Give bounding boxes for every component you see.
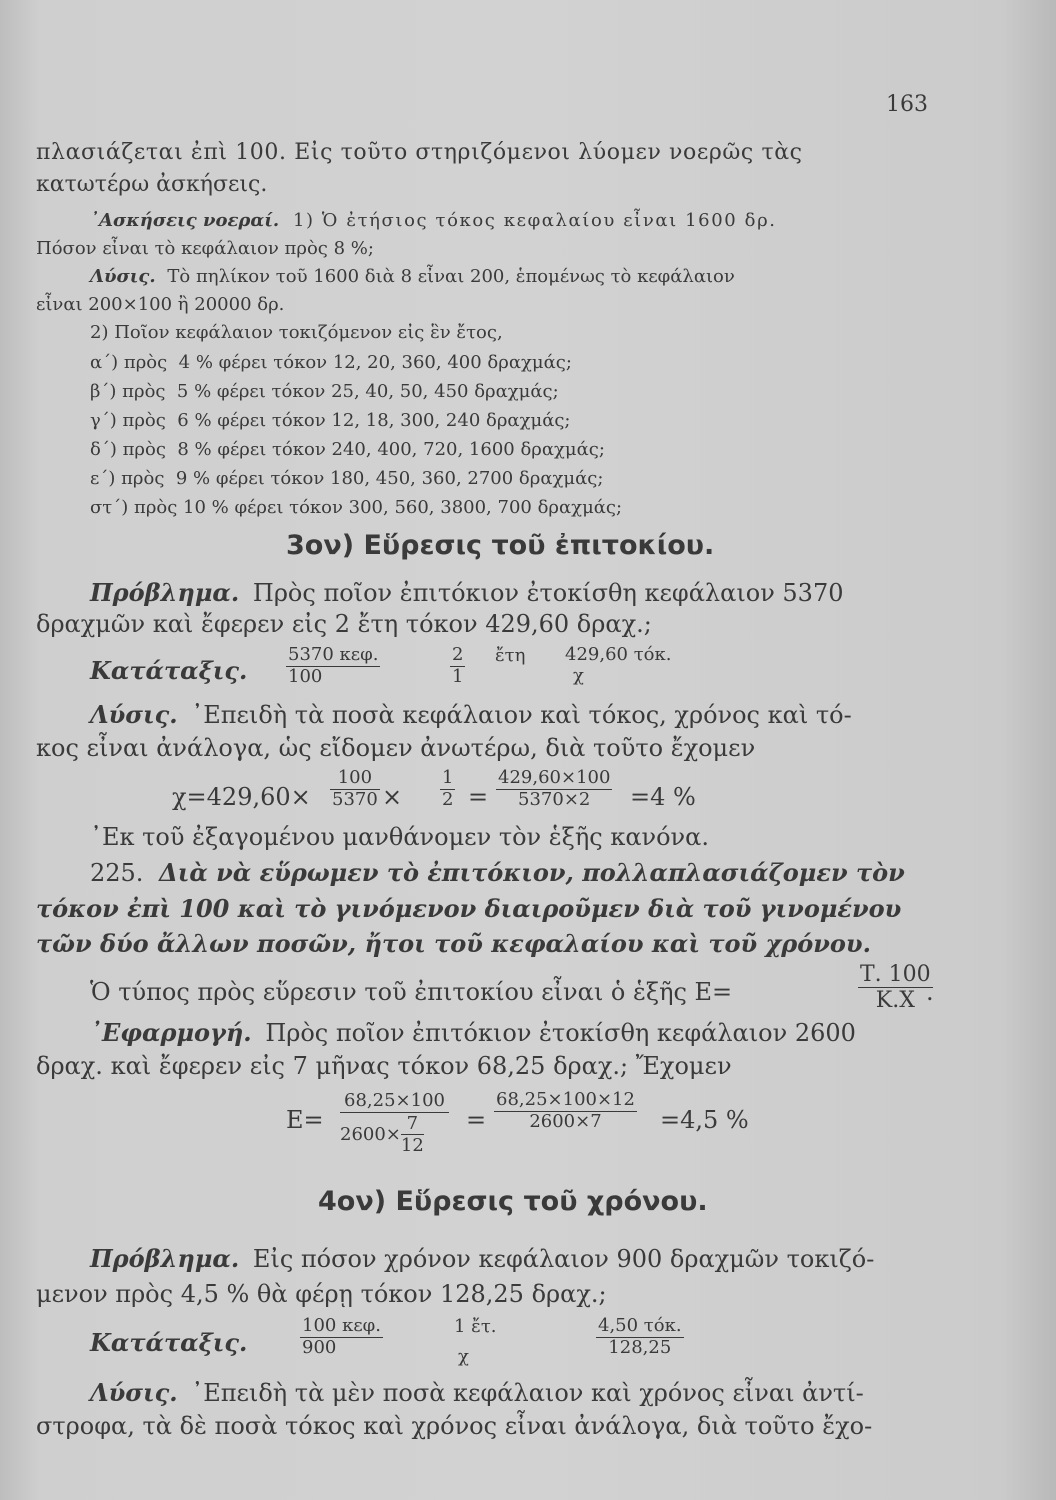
formula-fraction: $\frac{T. 100}{K.X}$ [860,962,931,1014]
problem-line-1: Πρὸς ποῖον ἐπιτόκιον ἐτοκίσθη κεφάλαιον 5370 [252,579,844,607]
katataxis-time-bottom: χ [458,1346,469,1367]
equals-sign: = [468,783,489,811]
application-line-2: δραχ. καὶ ἔφερεν εἰς 7 μῆνας τόκον 68,25 δραχ.; Ἔχομεν [36,1052,732,1080]
equation-fraction-3: $\frac{429,60\times 100}{5370\times 2}$ [498,767,611,810]
exercise-item: στ΄) πρὸς 10 % φέρει τόκον 300, 560, 3800, 700 δραχμάς; [90,497,623,518]
problem-line-2: μενον πρὸς 4,5 % θὰ φέρῃ τόκον 128,25 δραχ.; [36,1280,607,1308]
solution-line-2: εἶναι 200×100 ἢ 20000 δρ. [36,294,285,315]
katataxis-time-unit: ἔτη [495,645,526,666]
problem-label: Πρόβλημα. [90,1244,240,1273]
rule-line-3: τῶν δύο ἄλλων ποσῶν, ἤτοι τοῦ κεφαλαίου καὶ τοῦ χρόνου. [36,929,871,958]
problem-line-1: Εἰς πόσον χρόνον κεφάλαιον 900 δραχμῶν τοκιζό- [252,1245,875,1273]
solution-line-1: Τὸ πηλίκον τοῦ 1600 διὰ 8 εἶναι 200, ἑπομένως τὸ κεφάλαιον [167,266,735,287]
application-fraction-2: $\frac{68,25\times 100\times 12}{2600\times 7}$ [496,1089,635,1132]
equation-fraction-1: $\frac{100}{5370}$ [332,767,378,810]
solution-label: Λύσις. [90,700,178,729]
katataxis-fraction-capital: 100 κεφ. 900 [302,1315,381,1358]
katataxis-fraction-interest: 429,60 τόκ. χ [565,644,672,686]
rule-number: 225. [90,859,144,887]
section-4-heading: 4ον) Εὕρεσις τοῦ χρόνου. [318,1186,708,1217]
solution-line-1: ᾿Επειδὴ τὰ ποσὰ κεφάλαιον καὶ τόκος, χρόνος καὶ τό- [191,701,852,729]
intro-line-2: κατωτέρω ἀσκήσεις. [36,172,268,197]
application-result: =4,5 % [660,1106,749,1134]
question-2: 2) Ποῖον κεφάλαιον τοκιζόμενον εἰς ἓν ἔτος, [90,322,503,343]
exercise-item: α΄) πρὸς 4 % φέρει τόκον 12, 20, 360, 400 δραχμάς; [90,352,572,373]
page-number: 163 [886,92,928,117]
times-sign: × [382,783,403,811]
katataxis-fraction-time: $\frac{2}{1}$ [452,644,464,687]
katataxis-time-top: 1 ἔτ. [454,1316,497,1337]
katataxis-fraction-capital: 5370 κεφ. 100 [288,644,379,687]
katataxis-fraction-interest: 4,50 τόκ. 128,25 [598,1315,682,1358]
formula-end: . [926,978,934,1006]
solution-line-2: στροφα, τὰ δὲ ποσὰ τόκος καὶ χρόνος εἶναι ἀνάλογα, διὰ τοῦτο ἔχο- [36,1412,873,1440]
rule-line-2: τόκον ἐπὶ 100 καὶ τὸ γινόμενον διαιροῦμεν διὰ τοῦ γινομένου [36,894,902,923]
katataxis-label: Κατάταξις. [90,656,248,685]
application-label: ᾿Εφαρμογή. [90,1018,252,1047]
exercise-item: β΄) πρὸς 5 % φέρει τόκον 25, 40, 50, 450 δραχμάς; [90,381,559,402]
exercise-item: ε΄) πρὸς 9 % φέρει τόκον 180, 450, 360, 2700 δραχμάς; [90,468,604,489]
rule-line-1: Διὰ νὰ εὕρωμεν τὸ ἐπιτόκιον, πολλαπλασιάζομεν τὸν [159,858,905,887]
equation-result: =4 % [630,783,696,811]
derived-rule-intro: ᾿Εκ τοῦ ἐξαγομένου μανθάνομεν τὸν ἑξῆς κανόνα. [90,823,709,851]
exercise-item: γ΄) πρὸς 6 % φέρει τόκον 12, 18, 300, 240 δραχμάς; [90,410,571,431]
solution-label: Λύσις. [90,1378,178,1407]
formula-text: Ὁ τύπος πρὸς εὕρεσιν τοῦ ἐπιτοκίου εἶναι ὁ ἑξῆς Ε= [90,978,733,1006]
application-E: Ε= [286,1106,324,1134]
solution-label: Λύσις. [90,266,156,287]
problem-line-2: δραχμῶν καὶ ἔφερεν εἰς 2 ἔτη τόκον 429,60 δραχ.; [36,610,652,638]
solution-line-2: κος εἶναι ἀνάλογα, ὡς εἴδομεν ἀνωτέρω, διὰ τοῦτο ἔχομεν [36,734,756,762]
katataxis-label: Κατάταξις. [90,1328,248,1357]
application-line-1: Πρὸς ποῖον ἐπιτόκιον ἐτοκίσθη κεφάλαιον 2600 [265,1019,856,1047]
solution-line-1: ᾿Επειδὴ τὰ μὲν ποσὰ κεφάλαιον καὶ χρόνος εἶναι ἀντί- [191,1379,864,1407]
exercises-label: ᾿Ασκήσεις νοεραί. [90,210,280,231]
equation-fraction-2: $\frac{1}{2}$ [442,767,454,810]
equals-sign: = [466,1106,487,1134]
problem-label: Πρόβλημα. [90,578,240,607]
question-1-line-1: 1) Ὁ ἐτήσιος τόκος κεφαλαίου εἶναι 1600 δρ. [292,210,777,231]
equation-lhs: χ=429,60× [172,783,311,811]
question-1-line-2: Πόσον εἶναι τὸ κεφάλαιον πρὸς 8 %; [36,238,374,259]
exercise-item: δ΄) πρὸς 8 % φέρει τόκον 240, 400, 720, 1600 δραχμάς; [90,439,605,460]
intro-line-1: πλασιάζεται ἐπὶ 100. Εἰς τοῦτο στηριζόμενοι λύομεν νοερῶς τὰς [36,140,803,165]
section-3-heading: 3ον) Εὕρεσις τοῦ ἐπιτοκίου. [286,530,715,561]
application-complex-fraction: 68,25×100 2600× $\frac{7}{12}$ [340,1090,449,1157]
